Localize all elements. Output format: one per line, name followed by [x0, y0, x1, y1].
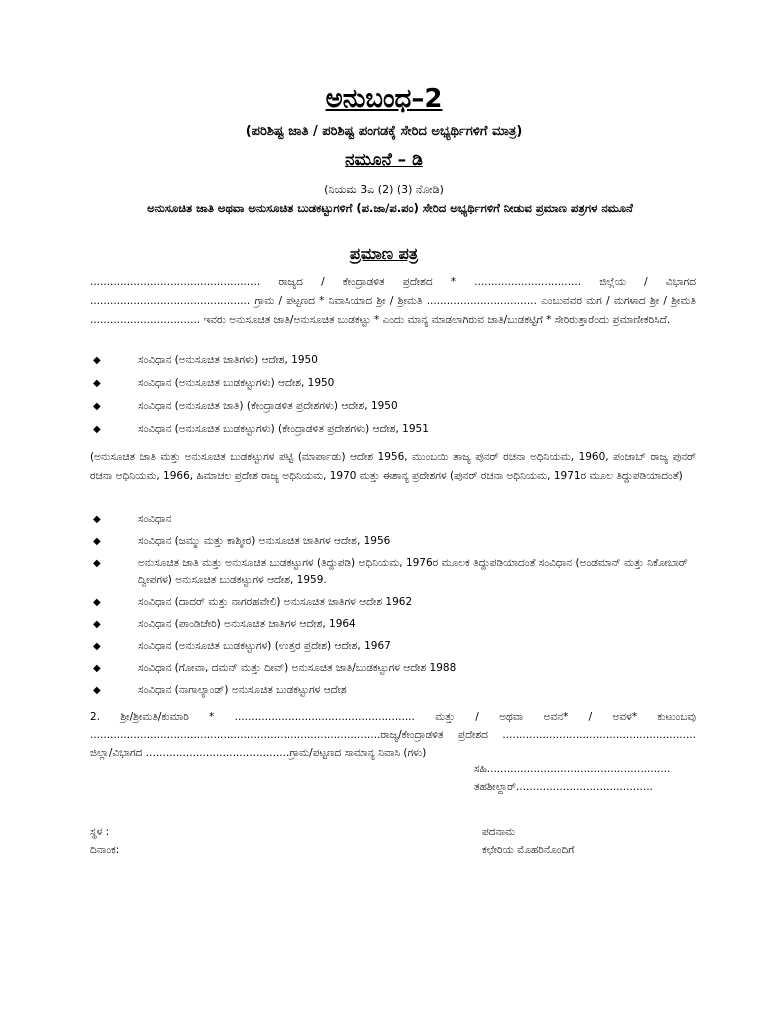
list-item [90, 533, 696, 550]
orders-list-2 [90, 511, 696, 704]
bullet-icon: ◆ [93, 536, 101, 547]
list-item [90, 398, 696, 421]
bullet-icon: ◆ [93, 597, 101, 608]
list-item [90, 375, 696, 398]
list-item-text: ಸಂವಿಧಾನ (ದಾದರ್ ಮತ್ತು ನಾಗರಹವೇಲಿ) ಅನುಸೂಚಿತ ಜಾತಿಗಳ ಆದೇಶ 1962 [138, 596, 413, 608]
document-subtitle: (ಪರಿಶಿಷ್ಟ ಜಾತಿ / ಪರಿಶಿಷ್ಟ ಪಂಗಡಕ್ಕೆ ಸೇರಿದ ಅಭ್ಯರ್ಥಿಗಳಿಗೆ ಮಾತ್ರ) [245, 124, 523, 139]
bullet-icon: ◆ [93, 663, 101, 674]
certificate-paragraph-2: (ಅನುಸೂಚಿತ ಜಾತಿ ಮತ್ತು ಅನುಸೂಚಿತ ಬುಡಕಟ್ಟುಗಳ ಪಟ್ಟಿ (ಮಾರ್ಪಾಡು) ಆದೇಶ 1956, ಮುಂಬಯಿ ತಾಜ್ಯ ಪುನರ್ ರಚನಾ ಅಧಿನಿಯಮ, 1960, ಪಂಜಾಬ್ ರಾಜ್ಯ ಪುನರ್ ರಚನಾ ಅಧಿನಿಯಮ, 1966, ಹಿಮಾಚಲ ಪ್ರದೇಶ ರಾಜ್ಯ ಅಧಿನಿಯಮ, 1970 ಮತ್ತು ಈಶಾನ್ಯ ಪ್ರದೇಶಗಳ (ಪುನರ್ ರಚನಾ ಅಧಿನಿಯಮ, 1971ರ ಮೂಲ ತಿದ್ದುಪಡಿಯಾದಂತೆ) [90, 451, 696, 482]
list-item [90, 555, 696, 589]
list-item [90, 511, 696, 528]
list-item-text: ಸಂವಿಧಾನ (ನಾಗಾಲ್ಯಾಂಡ್) ಅನುಸೂಚಿತ ಬುಡಕಟ್ಟುಗಳ ಆದೇಶ [138, 684, 347, 696]
list-item [90, 682, 696, 699]
place-label: ಸ್ಥಳ : [90, 826, 110, 838]
list-item-text: ಸಂವಿಧಾನ (ಜಮ್ಮು ಮತ್ತು ಕಾಶ್ಮೀರ) ಅನುಸೂಚಿತ ಜಾತಿಗಳ ಆದೇಶ, 1956 [138, 535, 391, 547]
designation-label: ಪದನಾಮ [482, 826, 516, 838]
list-item [90, 352, 696, 375]
list-item [90, 594, 696, 611]
document-title: ಅನುಬಂಧ–2 [325, 84, 443, 114]
list-item-text: ಸಂವಿಧಾನ (ಅನುಸೂಚಿತ ಬುಡಕಟ್ಟುಗಳು) (ಕೇಂದ್ರಾಡಳಿತ ಪ್ರದೇಶಗಳು) ಆದೇಶ, 1951 [138, 423, 429, 435]
certificate-title: ಪ್ರಮಾಣ ಪತ್ರ [349, 244, 419, 263]
form-description: ಅನುಸೂಚಿತ ಜಾತಿ ಅಥವಾ ಅನುಸೂಚಿತ ಬುಡಕಟ್ಟುಗಳಿಗೆ (ಪ.ಜಾ/ಪ.ಪಂ) ಸೇರಿದ ಅಭ್ಯರ್ಥಿಗಳಿಗೆ ನೀಡುವ ಪ್ರಮಾಣ ಪತ್ರಗಳ ನಮೂನೆ [147, 201, 633, 215]
list-item-text: ಸಂವಿಧಾನ (ಅನುಸೂಚಿತ ಜಾತಿ) (ಕೇಂದ್ರಾಡಳಿತ ಪ್ರದೇಶಗಳು) ಆದೇಶ, 1950 [138, 400, 398, 412]
list-item [90, 638, 696, 655]
certificate-paragraph-1: ................................................... ರಾಜ್ಯದ / ಕೇಂದ್ರಾಡಳಿತ ಪ್ರದೇಶದ * ................................ ಜಿಲ್ಲೆಯ / ವಿಭಾಗದ ................................................ ಗ್ರಾಮ / ಪಟ್ಟಣದ * ನಿವಾಸಿಯಾದ ಶ್ರೀ / ಶ್ರೀಮತಿ ................................. ಎಂಬುವವರ ಮಗ / ಮಗಳಾದ ಶ್ರೀ / ಶ್ರೀಮತಿ ................................. ಇವರು ಅನುಸೂಚಿತ ಜಾತಿ/ಅನುಸೂಚಿತ ಬುಡಕಟ್ಟು * ಎಂದು ಮಾನ್ಯ ಮಾಡಲಾಗಿರುವ ಜಾತಿ/ಬುಡಕಟ್ಟಿಗೆ * ಸೇರಿರುತ್ತಾರೆಂದು ಪ್ರಮಾಣೀಕರಿಸಿದೆ. [90, 276, 696, 326]
bullet-icon: ◆ [93, 685, 101, 696]
list-item-text: ಸಂವಿಧಾನ [138, 513, 172, 525]
bullet-icon: ◆ [93, 378, 101, 389]
rule-reference: (ನಿಯಮ 3ಎ (2) (3) ನೋಡಿ) [324, 183, 444, 196]
list-item [90, 660, 696, 677]
bullet-icon: ◆ [93, 619, 101, 630]
residence-section: 2. ಶ್ರೀ/ಶ್ರೀಮತಿ/ಕುಮಾರಿ * ...................................................... ಮತ್ತು / ಅಥವಾ ಅವನ* / ಅವಳ* ಕುಟುಂಬವು .......................................................................................ರಾಜ್ಯ/ಕೇಂದ್ರಾಡಳಿತ ಪ್ರದೇಶದ .......................................................... ಜಿಲ್ಲಾ/ವಿಭಾಗದ ...........................................ಗ್ರಾಮ/ಪಟ್ಟಣದ ಸಾಮಾನ್ಯ ನಿವಾಸಿ (ಗಳು) [90, 711, 696, 759]
bullet-icon: ◆ [93, 558, 101, 569]
list-item [90, 421, 696, 444]
list-item-text: ಸಂವಿಧಾನ (ಗೋವಾ, ದಮನ್ ಮತ್ತು ದೀವ್) ಅನುಸೂಚಿತ ಜಾತಿ/ಬುಡಕಟ್ಟುಗಳ ಆದೇಶ 1988 [138, 662, 457, 674]
list-item-text: ಅನುಸೂಚಿತ ಜಾತಿ ಮತ್ತು ಅನುಸೂಚಿತ ಬುಡಕಟ್ಟುಗಳ (ತಿದ್ದುಪಡಿ) ಅಧಿನಿಯಮ, 1976ರ ಮೂಲಕ ತಿದ್ದುಪಡಿಯಾದಂತೆ ಸಂವಿಧಾನ (ಅಂಡಮಾನ್ ಮತ್ತು ನಿಕೋಬಾರ್ ದ್ವೀಪಗಳ) ಅನುಸೂಚಿತ ಬುಡಕಟ್ಟುಗಳ ಆದೇಶ, 1959. [138, 557, 688, 586]
office-seal-label: ಕಛೇರಿಯ ಮೊಹರಿನೊಂದಿಗೆ [482, 844, 575, 856]
bullet-icon: ◆ [93, 641, 101, 652]
orders-list-1 [90, 352, 696, 444]
list-item-text: ಸಂವಿಧಾನ (ಅನುಸೂಚಿತ ಬುಡಕಟ್ಟುಗಳ) (ಉತ್ತರ ಪ್ರದೇಶ) ಆದೇಶ, 1967 [138, 640, 391, 652]
signature-line: ಸಹಿ....................................................... [474, 763, 671, 775]
list-item-text: ಸಂವಿಧಾನ (ಅನುಸೂಚಿತ ಜಾತಿಗಳು) ಆದೇಶ, 1950 [138, 354, 318, 366]
form-name: ನಮೂನೆ – ಡಿ [345, 150, 423, 170]
bullet-icon: ◆ [93, 514, 101, 525]
date-label: ದಿನಾಂಕ: [90, 844, 120, 856]
list-item-text: ಸಂವಿಧಾನ (ಅನುಸೂಚಿತ ಬುಡಕಟ್ಟುಗಳು) ಆದೇಶ, 1950 [138, 377, 335, 389]
bullet-icon: ◆ [93, 424, 101, 435]
list-item [90, 616, 696, 633]
list-item-text: ಸಂವಿಧಾನ (ಪಾಂಡಿಚೇರಿ) ಅನುಸೂಚಿತ ಜಾತಿಗಳ ಆದೇಶ, 1964 [138, 618, 356, 630]
bullet-icon: ◆ [93, 355, 101, 366]
tahasildar-line: ತಹಶೀಲ್ದಾರ್......................................... [474, 781, 653, 793]
bullet-icon: ◆ [93, 401, 101, 412]
